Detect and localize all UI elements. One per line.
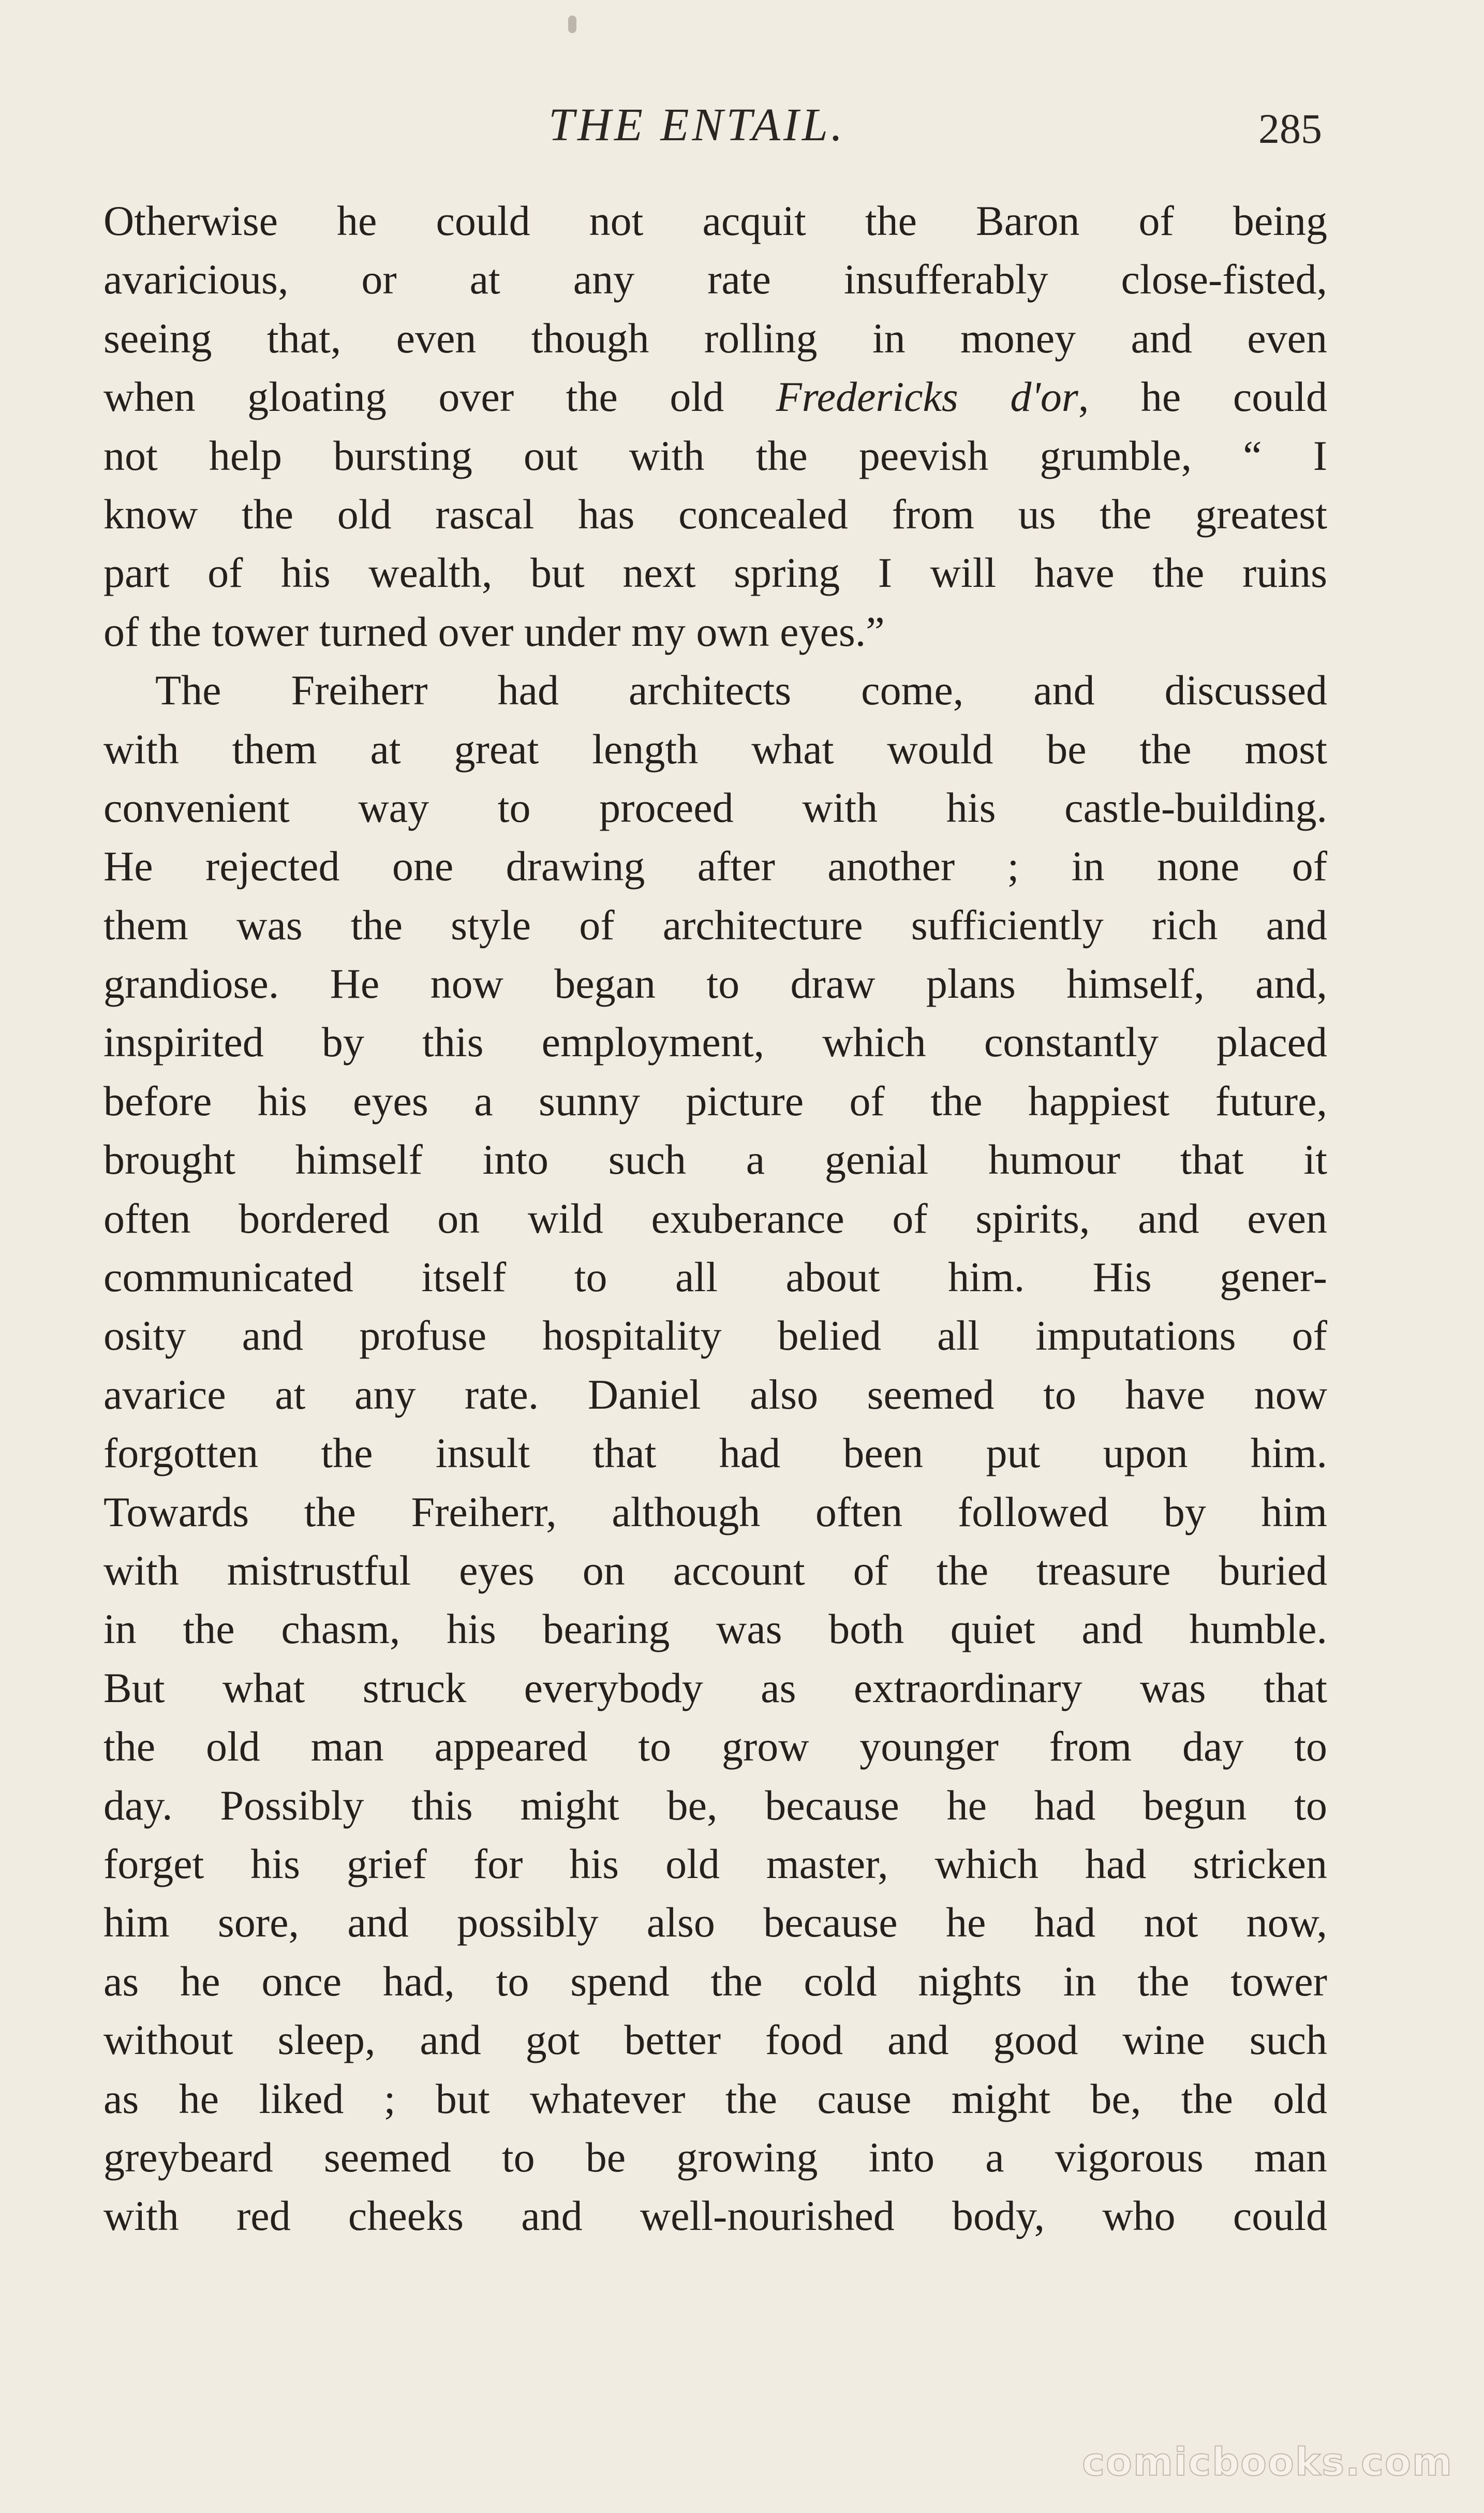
text-line: He rejected one drawing after another ; in none of bbox=[103, 842, 1327, 890]
text-line: with mistrustful eyes on account of the treasure buried bbox=[103, 1546, 1327, 1594]
text-line: The Freiherr had architects come, and discussed bbox=[155, 667, 1327, 714]
text-line: not help bursting out with the peevish grumble, “ I bbox=[103, 432, 1327, 479]
text-line: before his eyes a sunny picture of the happiest future, bbox=[103, 1077, 1327, 1125]
text-line: with them at great length what would be the most bbox=[103, 725, 1327, 773]
body-text bbox=[103, 191, 1327, 2245]
text-fragment: when gloating over the old bbox=[103, 373, 776, 421]
text-line: grandiose. He now began to draw plans himself, and, bbox=[103, 960, 1327, 1008]
page-header bbox=[0, 98, 1484, 160]
page-number: 285 bbox=[1258, 105, 1322, 152]
text-line: as he liked ; but whatever the cause might be, the old bbox=[103, 2075, 1327, 2122]
text-line: osity and profuse hospitality belied all imputations of bbox=[103, 1312, 1327, 1359]
text-line: part of his wealth, but next spring I will have the ruins bbox=[103, 549, 1327, 597]
text-line: communicated itself to all about him. His gener- bbox=[103, 1253, 1327, 1301]
text-line: the old man appeared to grow younger from day to bbox=[103, 1723, 1327, 1770]
running-title: THE ENTAIL. bbox=[548, 99, 846, 151]
text-line: greybeard seemed to be growing into a vigorous man bbox=[103, 2133, 1327, 2181]
text-line: avaricious, or at any rate insufferably close-fisted, bbox=[103, 256, 1327, 303]
ink-smudge bbox=[568, 16, 576, 33]
text-line: of the tower turned over under my own eyes.” bbox=[103, 608, 885, 655]
italic-phrase: Fredericks d'or bbox=[776, 373, 1078, 421]
text-line: often bordered on wild exuberance of spirits, and even bbox=[103, 1194, 1327, 1242]
text-line: day. Possibly this might be, because he had begun to bbox=[103, 1781, 1327, 1829]
watermark: comicbooks.com bbox=[1082, 2440, 1453, 2485]
text-line: forget his grief for his old master, which had stricken bbox=[103, 1840, 1327, 1887]
text-line: as he once had, to spend the cold nights in the tower bbox=[103, 1957, 1327, 2005]
text-line: But what struck everybody as extraordinary was that bbox=[103, 1664, 1327, 1711]
text-line: him sore, and possibly also because he had not now, bbox=[103, 1899, 1327, 1946]
text-line: Towards the Freiherr, although often followed by him bbox=[103, 1488, 1327, 1535]
text-line: them was the style of architecture sufficiently rich and bbox=[103, 901, 1327, 949]
text-line: seeing that, even though rolling in money and even bbox=[103, 314, 1327, 362]
text-line: with red cheeks and well-nourished body, who could bbox=[103, 2192, 1327, 2240]
text-line: know the old rascal has concealed from us the greatest bbox=[103, 490, 1327, 538]
text-line: inspirited by this employment, which constantly placed bbox=[103, 1018, 1327, 1066]
text-line: avarice at any rate. Daniel also seemed to have now bbox=[103, 1370, 1327, 1418]
text-line: forgotten the insult that had been put upon him. bbox=[103, 1429, 1327, 1477]
text-line: brought himself into such a genial humour that it bbox=[103, 1136, 1327, 1184]
text-line: without sleep, and got better food and good wine such bbox=[103, 2016, 1327, 2064]
text-line: convenient way to proceed with his castle-building. bbox=[103, 784, 1327, 831]
text-fragment: , he could bbox=[1078, 373, 1327, 421]
text-line bbox=[103, 367, 1327, 426]
text-line: in the chasm, his bearing was both quiet and humble. bbox=[103, 1605, 1327, 1653]
text-line: Otherwise he could not acquit the Baron of being bbox=[103, 197, 1327, 244]
